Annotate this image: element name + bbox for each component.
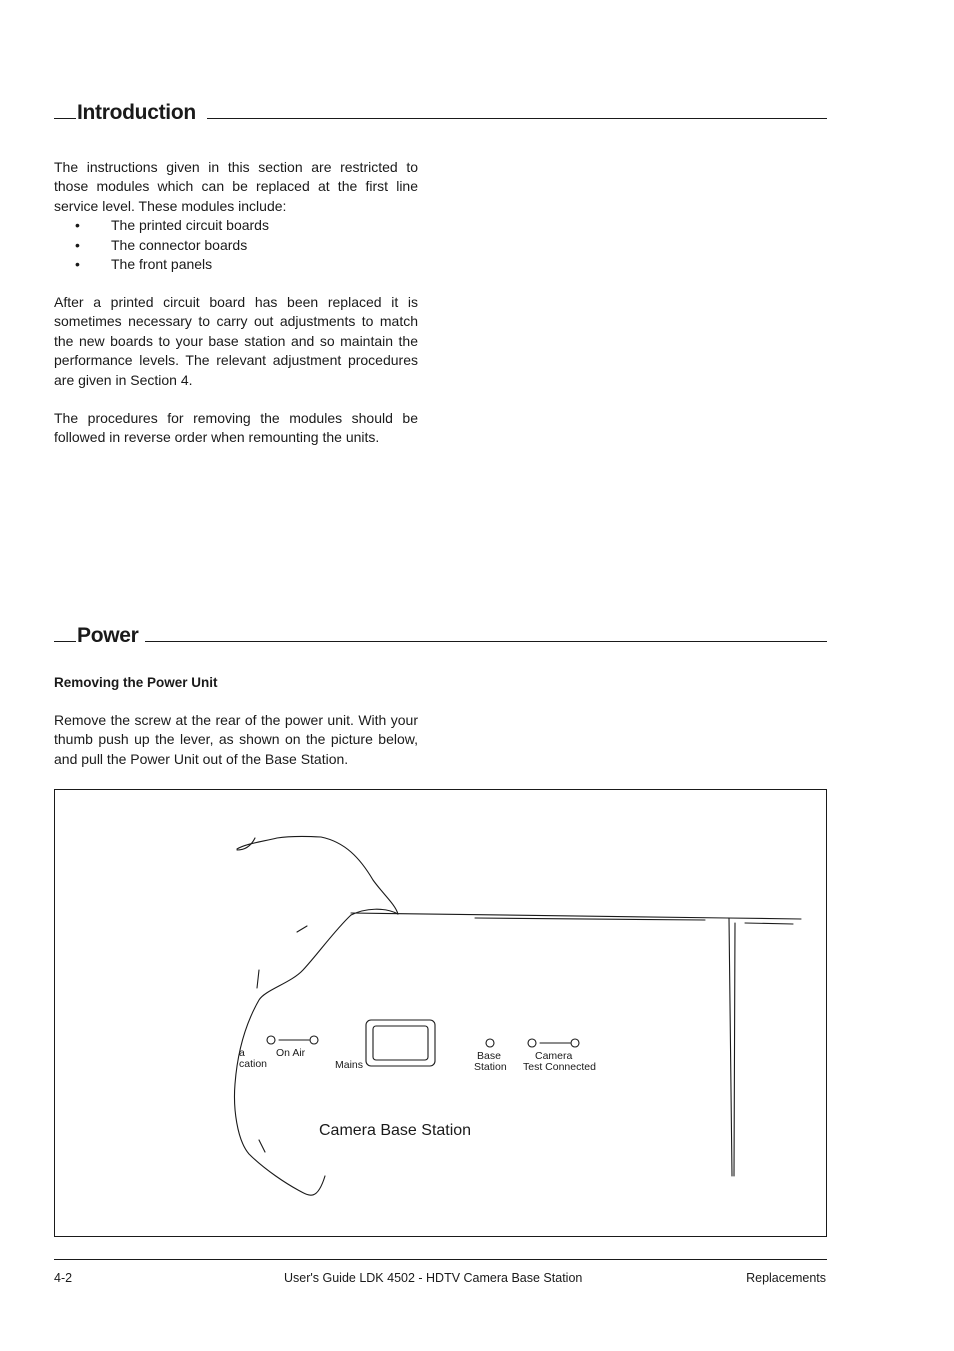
power-heading-row (54, 623, 827, 653)
figure-caption: Camera Base Station (319, 1122, 472, 1139)
introduction-paragraph-3-block (54, 409, 418, 448)
mains-display-outer (366, 1020, 435, 1066)
bullet-icon: • (75, 217, 80, 234)
list-item (54, 236, 418, 255)
list-item-text: The connector boards (111, 236, 248, 253)
power-unit-illustration (55, 790, 826, 1236)
introduction-paragraph-2-block (54, 293, 418, 390)
label-station: Station (474, 1061, 507, 1073)
base-station-right-edge (729, 918, 732, 1176)
introduction-paragraph-1: The instructions given in this section are restricted to those modules which can be replaced at the first line service level. These modules include: (54, 159, 418, 214)
bullet-icon: • (75, 236, 80, 253)
label-partial-top: a (239, 1047, 245, 1059)
bullet-icon: • (75, 256, 80, 273)
list-item (54, 216, 418, 235)
label-base: Base (477, 1050, 501, 1062)
footer-title: User's Guide LDK 4502 - HDTV Camera Base Station (284, 1271, 583, 1285)
introduction-paragraph-3: The procedures for removing the modules should be followed in reverse order when remounting the units. (54, 410, 418, 446)
footer-rule (54, 1259, 827, 1260)
power-body (54, 711, 418, 769)
list-item (54, 255, 418, 274)
finger-line (297, 926, 307, 932)
base-station-right-edge-2 (734, 923, 735, 1176)
base-station-top-edge-2 (475, 918, 705, 920)
introduction-heading-row (54, 100, 827, 130)
knuckle-line (259, 1140, 265, 1152)
list-item-text: The printed circuit boards (111, 217, 269, 234)
hand-outline (237, 836, 398, 914)
module-list (54, 216, 418, 274)
led-test-connected (571, 1039, 579, 1047)
mains-display-inner (373, 1026, 428, 1060)
footer-section: Replacements (746, 1271, 826, 1285)
label-test-connected: Test Connected (523, 1061, 596, 1073)
heading-rule (207, 118, 827, 119)
power-unit-figure (54, 789, 827, 1237)
heading-lead-rule (54, 118, 76, 119)
label-on-air: On Air (276, 1047, 306, 1059)
introduction-body (54, 158, 418, 274)
base-station-top-edge (351, 913, 801, 919)
led-base-station (486, 1039, 494, 1047)
heading-rule (145, 641, 827, 642)
power-paragraph: Remove the screw at the rear of the power unit. With your thumb push up the lever, as shown on the picture below, and pull the Power Unit out of the Base Station. (54, 712, 418, 767)
led-on-air (310, 1036, 318, 1044)
thumb-tip (351, 909, 398, 915)
label-partial-bottom: cation (239, 1058, 268, 1070)
base-station-top-edge-3 (745, 923, 793, 924)
led-camera (528, 1039, 536, 1047)
label-camera: Camera (535, 1050, 573, 1062)
footer-page-number: 4-2 (54, 1271, 73, 1285)
led-indicator (267, 1036, 275, 1044)
introduction-paragraph-2: After a printed circuit board has been replaced it is sometimes necessary to carry out adjustments to match the new boards to your base station and so maintain the performance levels. The relevant adjustment procedures are given in Section 4. (54, 294, 418, 388)
finger-line-2 (257, 970, 259, 988)
list-item-text: The front panels (111, 256, 213, 273)
power-heading: Power (77, 624, 139, 647)
introduction-heading: Introduction (77, 101, 196, 124)
heading-lead-rule (54, 641, 76, 642)
power-subheading: Removing the Power Unit (54, 675, 218, 690)
label-mains: Mains (335, 1059, 364, 1071)
